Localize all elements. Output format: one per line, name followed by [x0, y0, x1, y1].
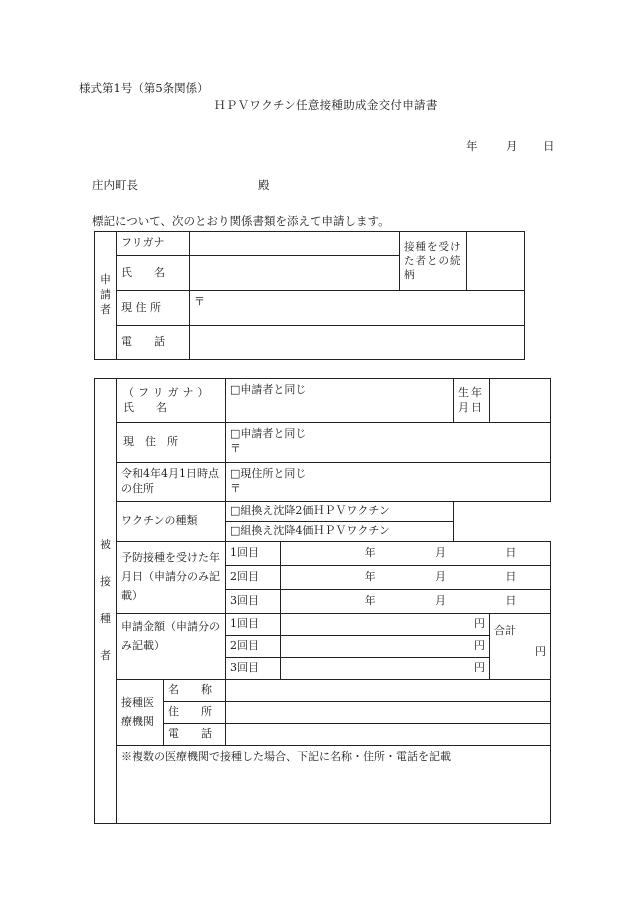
applicant-table — [94, 231, 525, 360]
dose-2-date[interactable]: 年 月 日 — [281, 566, 551, 590]
same-as-applicant-checkbox[interactable]: □申請者と同じ — [230, 383, 307, 396]
dose-label: 3回目 — [226, 658, 281, 680]
dose-label: 2回目 — [226, 636, 281, 658]
dose-3-date[interactable]: 年 月 日 — [281, 590, 551, 614]
dose-label: 1回目 — [226, 614, 281, 636]
form-title: ＨＰＶワクチン任意接種助成金交付申請書 — [214, 98, 438, 112]
clinic-name-field[interactable] — [226, 680, 551, 702]
blank-cell — [454, 502, 551, 522]
total-amount-field[interactable] — [490, 614, 551, 680]
same-as-applicant-address-checkbox[interactable]: □申請者と同じ — [230, 427, 307, 440]
applicant-furigana-label: フリガナ — [117, 232, 190, 256]
prior-address-field[interactable] — [226, 463, 551, 502]
amount-dose-2[interactable]: 円 — [281, 636, 490, 658]
addressee: 庄内町長 — [92, 178, 138, 192]
recipient-section-label: 被 接 種 者 — [95, 379, 117, 824]
dose-label: 2回目 — [226, 566, 281, 590]
applicant-phone-label: 電 話 — [117, 326, 190, 360]
dose-label: 1回目 — [226, 542, 281, 566]
applicant-furigana-field[interactable] — [190, 232, 400, 256]
date-month: 月 — [506, 139, 518, 153]
applicant-address-label: 現 住 所 — [117, 291, 190, 326]
note-text: ※複数の医療機関で接種した場合、下記に名称・住所・電話を記載 — [121, 750, 451, 763]
applicant-address-field[interactable] — [190, 291, 525, 326]
date-year: 年 — [466, 139, 478, 153]
applicant-name-label: 氏 名 — [117, 256, 190, 291]
applicant-phone-field[interactable] — [190, 326, 525, 360]
intro-text: 標記について、次のとおり関係書類を添えて申請します。 — [92, 214, 390, 228]
date-day: 日 — [543, 139, 555, 153]
clinic-label: 接種医療機関 — [117, 680, 164, 746]
vaccine-type-label: ワクチンの種類 — [117, 502, 226, 542]
postal-mark: 〒 — [194, 295, 205, 308]
applicant-section-label: 申 請 者 — [95, 232, 117, 360]
vaccination-dates-label: 予防接種を受けた年月日（申請分のみ記載） — [117, 542, 226, 614]
clinic-address-label: 住 所 — [164, 702, 226, 724]
amount-dose-3[interactable]: 円 — [281, 658, 490, 680]
relation-field[interactable] — [467, 232, 525, 291]
recipient-name-label: （フリガナ） 氏 名 — [117, 379, 226, 423]
prior-address-label: 令和4年4月1日時点の住所 — [117, 463, 226, 502]
vaccine-option-4valent[interactable]: □組換え沈降4価ＨＰＶワクチン — [226, 522, 454, 542]
dose-label: 3回目 — [226, 590, 281, 614]
honorific: 殿 — [258, 178, 270, 192]
total-label: 合計 — [494, 624, 517, 637]
postal-mark: 〒 — [230, 481, 242, 495]
vaccine-option-2valent[interactable]: □組換え沈降2価ＨＰＶワクチン — [226, 502, 454, 522]
dose-1-date[interactable]: 年 月 日 — [281, 542, 551, 566]
birthdate-field[interactable] — [490, 379, 551, 423]
recipient-address-field[interactable] — [226, 423, 551, 463]
clinic-address-field[interactable] — [226, 702, 551, 724]
multiple-clinics-note[interactable] — [117, 746, 551, 824]
form-number: 様式第1号（第5条関係） — [79, 81, 209, 95]
birthdate-label: 生年月日 — [454, 379, 490, 423]
recipient-table — [94, 378, 551, 824]
blank-cell — [454, 522, 551, 542]
clinic-name-label: 名 称 — [164, 680, 226, 702]
recipient-name-field[interactable] — [226, 379, 454, 423]
amount-label: 申請金額（申請分のみ記載） — [117, 614, 226, 680]
recipient-address-label: 現 住 所 — [117, 423, 226, 463]
same-as-current-checkbox[interactable]: □現住所と同じ — [230, 467, 307, 480]
relation-label: 接種を受けた者との続柄 — [400, 232, 467, 291]
total-yen: 円 — [535, 644, 547, 658]
postal-mark: 〒 — [230, 441, 242, 455]
clinic-phone-label: 電 話 — [164, 724, 226, 746]
applicant-name-field[interactable] — [190, 256, 400, 291]
clinic-phone-field[interactable] — [226, 724, 551, 746]
amount-dose-1[interactable]: 円 — [281, 614, 490, 636]
